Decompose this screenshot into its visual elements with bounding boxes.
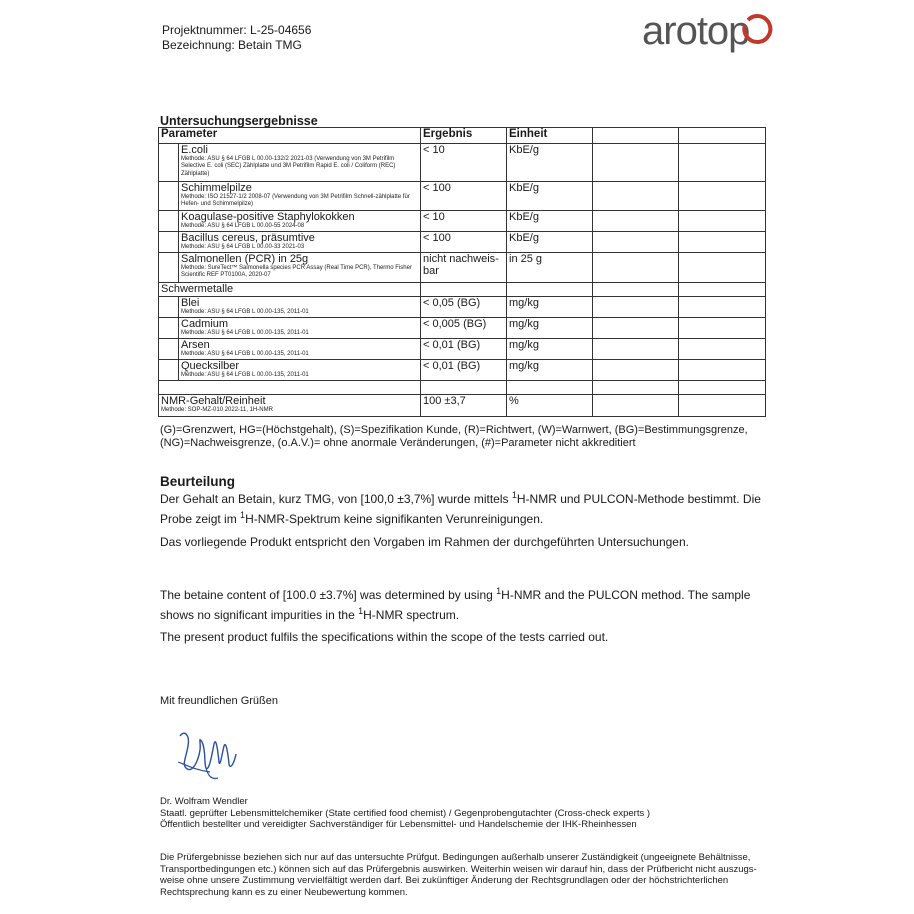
group-label: Schwermetalle [159,283,421,297]
footer-line: Die Prüfergebnisse beziehen sich nur auf das untersuchte Prüfgut. Bedingungen außerhalb unserer Zuständigkeit (ungeeignete Behältnisse, [160,852,751,863]
spacer-row [159,381,766,395]
param-method: Methode: ASU § 64 LFGB L 00.00-135, 2011-01 [181,309,309,315]
table-row [159,297,766,318]
unit-cell: mg/kg [507,360,593,381]
param-name: Arsen [181,339,210,351]
legend-line: (NG)=Nachweisgrenze, (o.A.V.)= ohne anormale Veränderungen, (#)=Parameter nicht akkreditiert [160,437,636,449]
footer-line: Transportbedingungen etc.) können sich auf das Prüfergebnis auswirken. Weiterhin weisen wir darauf hin, dass der Prüfbericht nicht auszugs- [160,863,757,875]
greeting: Mit freundlichen Grüßen [160,695,278,707]
param-name: Koagulase-positive Staphylokokken [181,211,355,223]
col-einheit: Einheit [507,128,593,144]
param-name: Cadmium [181,318,229,330]
assessment-en-paragraph: The betaine content of [100.0 ±3.7%] was determined by using $^1$H-NMR and the PULCON method. The sample shows no significant impurities in the $^1$H-NMR spectrum. [160,586,751,622]
param-name: Schimmelpilze [181,182,252,194]
param-method: Methode: SOP-MZ-010 2022-11, 1H-NMR [161,407,273,413]
assessment-en-conclusion: The present product fulfils the specifications within the scope of the tests carried out. [160,630,609,644]
result-cell: < 10 [421,144,507,182]
param-method: Methode: ASU § 64 LFGB L 00.00-55 2024-08 [181,223,305,229]
param-method: Methode: ISO 21527-1/2 2008-07 (Verwendung von 3M Petrifilm Schnell-zählplatte für Hefen- und Schimmelpilze) [181,194,410,208]
assessment-de-paragraph: Der Gehalt an Betain, kurz TMG, von [100,0 ±3,7%] wurde mittels $^1$H-NMR und PULCON-Methode bestimmt. Die Probe zeigt im $^1$H-NMR-Spektrum keine signifikanten Verunreinigungen. [160,490,761,526]
report-header [162,23,311,53]
designation: Bezeichnung: Betain TMG [162,38,302,52]
col-ergebnis: Ergebnis [421,128,507,144]
param-method: Methode: ASU § 64 LFGB L 00.00-132/2 2021-03 (Verwendung von 3M Petrifilm Selective E. coli (SEC) Zählplatte und 3M Petrifilm Rapid E. coli / Coliform (REC) Zählplatte) [181,156,396,177]
result-cell: < 0,01 (BG) [421,339,507,360]
param-method: Methode: ASU § 64 LFGB L 00.00-135, 2011-01 [181,330,309,336]
table-row [159,318,766,339]
disclaimer-footer [160,852,770,898]
unit-cell: % [507,395,593,417]
result-cell: nicht nachweis-bar [421,253,507,283]
table-row [159,182,766,211]
param-name: Quecksilber [181,360,240,372]
table-row [159,253,766,283]
result-cell: < 100 [421,182,507,211]
result-cell: < 0,01 (BG) [421,360,507,381]
table-row [159,211,766,232]
unit-cell: mg/kg [507,339,593,360]
result-cell: 100 ±3,7 [421,395,507,417]
group-row [159,283,766,297]
param-name: Salmonellen (PCR) in 25g [181,253,309,265]
signer-name: Dr. Wolfram Wendler [160,796,248,807]
signer-title: Staatl. geprüfter Lebensmittelchemiker (State certified food chemist) / Gegenprobengutachter (Cross-check experts ) [160,807,651,819]
signer-block [160,796,760,831]
footer-line: Rechtsprechung kann es zu einer Neubewertung kommen. [160,886,408,898]
table-row [159,232,766,253]
legend-line: (G)=Grenzwert, HG=(Höchstgehalt), (S)=Spezifikation Kunde, (R)=Richtwert, (W)=Warnwert, (BG)=Bestimmungsgrenze, [160,424,748,436]
col-empty-1 [593,128,679,144]
unit-cell: mg/kg [507,297,593,318]
param-name: E.coli [181,144,208,156]
abbreviation-legend [160,424,760,450]
result-cell: < 100 [421,232,507,253]
table-row [159,144,766,182]
signer-title: Öffentlich bestellter und vereidigter Sachverständiger für Lebensmittel- und Handelschemie der IHK-Rheinhessen [160,819,637,830]
results-table [158,127,766,417]
table-header-row [159,128,766,144]
col-empty-2 [679,128,766,144]
logo-text: arotop [642,9,750,53]
param-name: NMR-Gehalt/Reinheit [161,395,266,407]
assessment-title: Beurteilung [160,474,236,489]
unit-cell: KbE/g [507,182,593,211]
param-name: Blei [181,297,200,309]
unit-cell: mg/kg [507,318,593,339]
param-method: Methode: ASU § 64 LFGB L 00.00-135, 2011-01 [181,372,309,378]
table-row [159,395,766,417]
param-name: Bacillus cereus, präsumtive [181,232,315,244]
project-number: Projektnummer: L-25-04656 [162,23,312,37]
table-row [159,339,766,360]
footer-line: weise ohne unsere Zustimmung vervielfältigt werden darf. Bei zukünftiger Änderung der Rechtsgrundlagen oder der höchstrichterlichen [160,875,729,886]
param-method: Methode: ASU § 64 LFGB L 00.00-135, 2011-01 [181,351,309,357]
col-parameter: Parameter [159,128,421,144]
assessment-de-conclusion: Das vorliegende Produkt entspricht den Vorgaben im Rahmen der durchgeführten Untersuchungen. [160,535,689,549]
unit-cell: in 25 g [507,253,593,283]
signature-image [176,724,246,784]
result-cell: < 10 [421,211,507,232]
unit-cell: KbE/g [507,232,593,253]
result-cell: < 0,005 (BG) [421,318,507,339]
unit-cell: KbE/g [507,211,593,232]
param-method: Methode: ASU § 64 LFGB L 00.00-33 2021-03 [181,244,305,250]
result-cell: < 0,05 (BG) [421,297,507,318]
unit-cell: KbE/g [507,144,593,182]
param-method: Methode: SureTect™ Salmonella species PCR Assay (Real Time PCR), Thermo Fisher Scientific REF PT0100A, 2020-07 [181,265,412,279]
results-title: Untersuchungsergebnisse [160,114,318,128]
table-row [159,360,766,381]
arotop-logo [640,6,790,58]
